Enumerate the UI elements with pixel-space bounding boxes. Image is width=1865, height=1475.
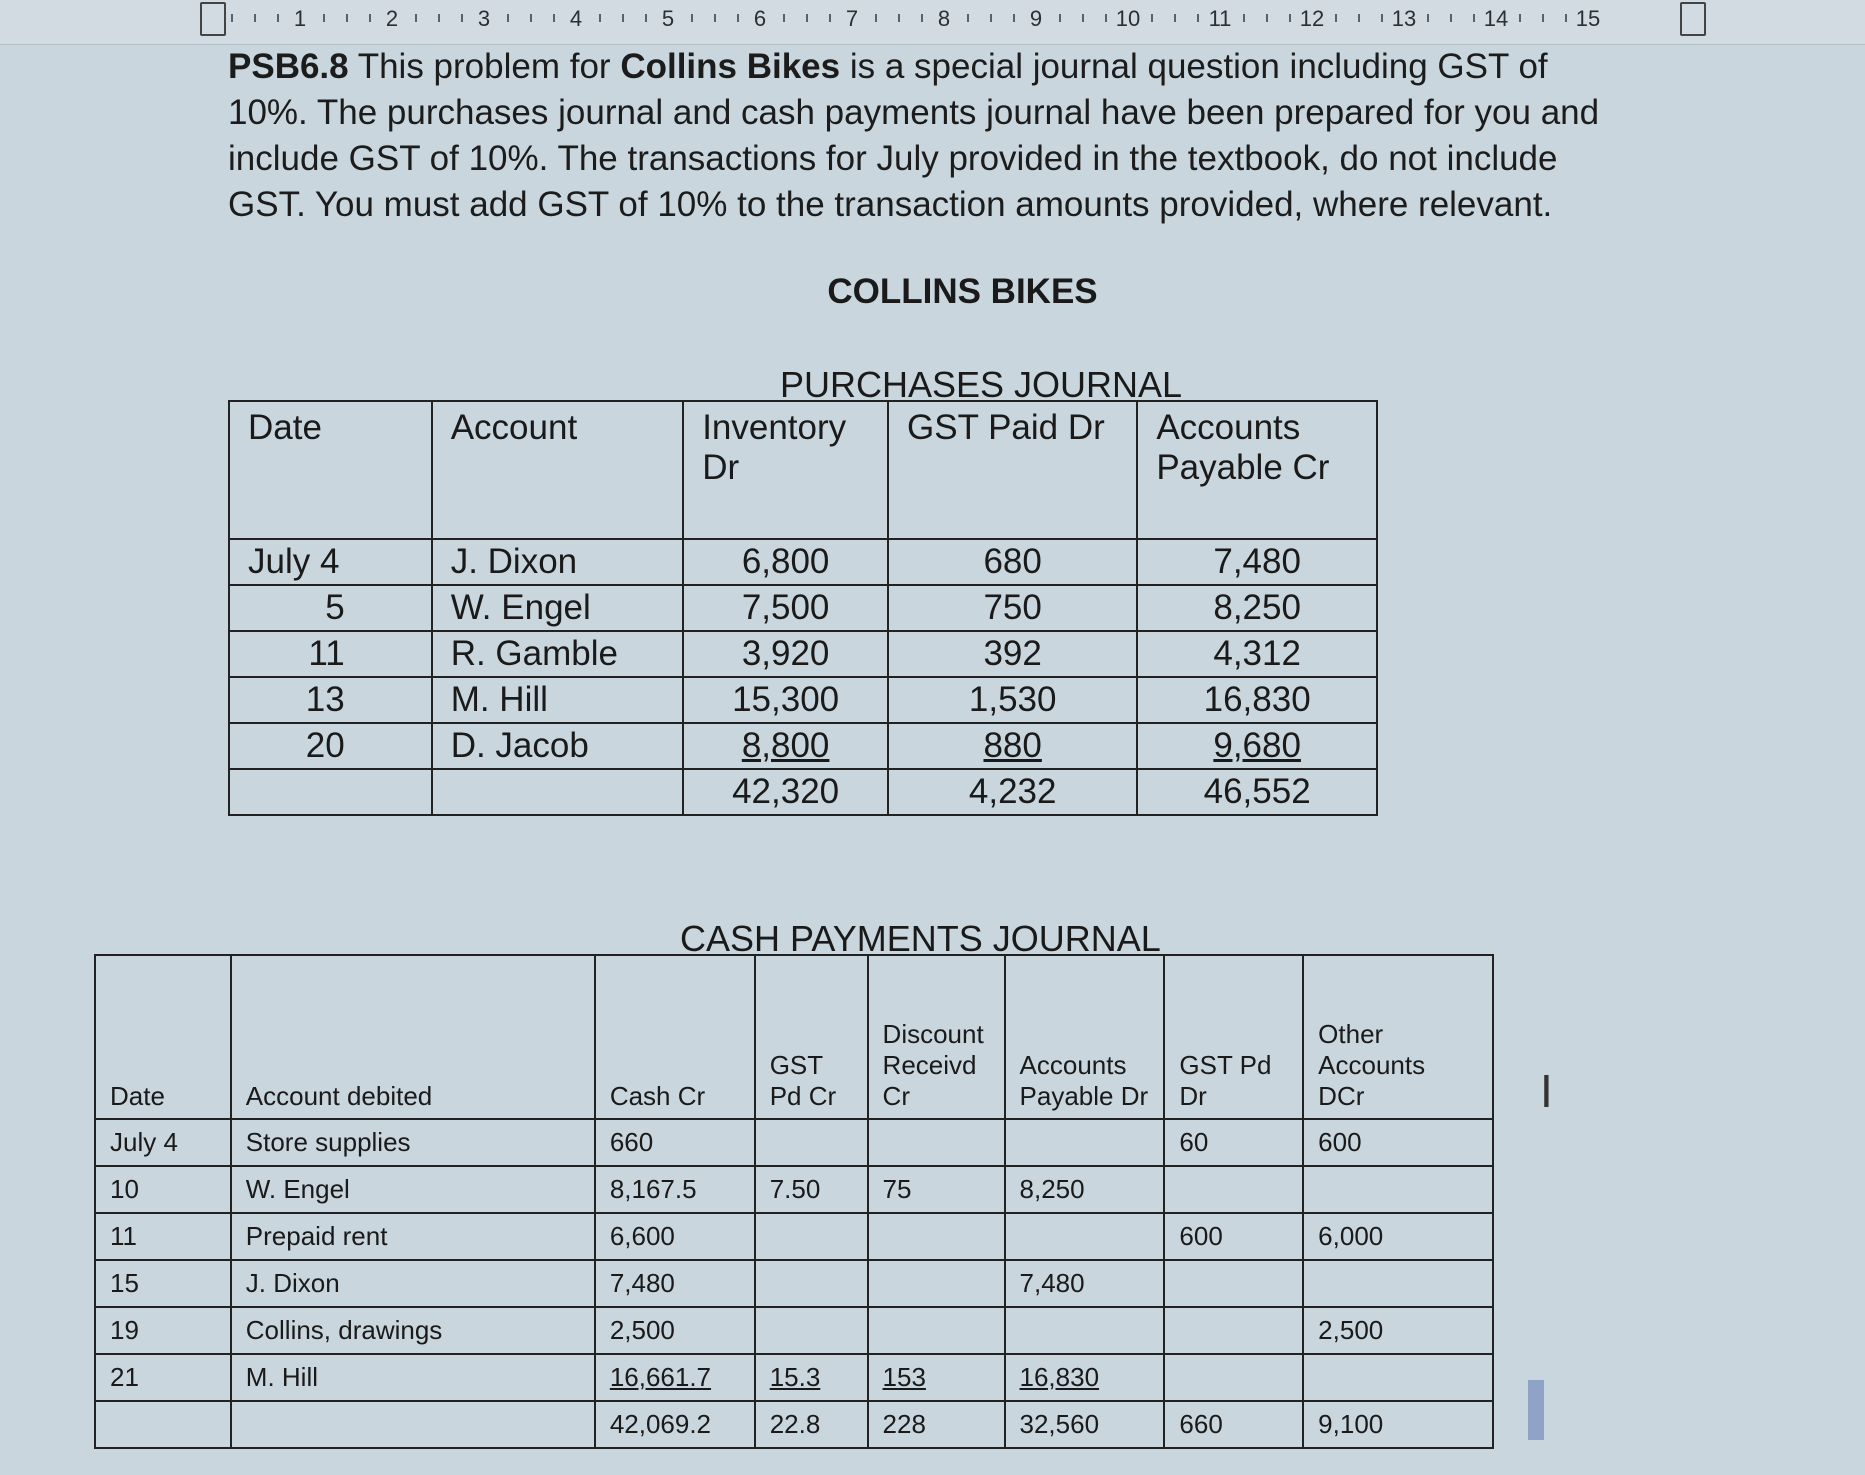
cash-payments-journal-table <box>94 954 1494 1449</box>
pj-header-inventory: Inventory Dr <box>683 401 888 539</box>
ruler-tick <box>553 14 555 22</box>
pj-total-date <box>229 769 432 815</box>
table-row <box>95 1307 1493 1354</box>
ruler-tick <box>1381 14 1383 22</box>
pj-account: R. Gamble <box>432 631 683 677</box>
pj-date: July 4 <box>229 539 432 585</box>
purchases-journal-table <box>228 400 1378 816</box>
cpj-gst-dr <box>1164 1354 1303 1401</box>
ruler-tick <box>783 14 785 22</box>
cpj-other <box>1303 1166 1493 1213</box>
ruler-tick <box>1059 14 1061 22</box>
cash-payments-journal-title: CASH PAYMENTS JOURNAL <box>680 918 1161 959</box>
cpj-gst-dr: 600 <box>1164 1213 1303 1260</box>
indent-marker-icon[interactable] <box>200 2 226 36</box>
ruler-tick <box>1105 14 1107 22</box>
pj-total-account <box>432 769 683 815</box>
pj-ap: 8,250 <box>1137 585 1377 631</box>
ruler-tick <box>1335 14 1337 22</box>
cpj-header-date: Date <box>95 955 231 1119</box>
cpj-date: 19 <box>95 1307 231 1354</box>
pj-date: 5 <box>229 585 432 631</box>
cpj-ap <box>1005 1307 1165 1354</box>
ruler-number: 5 <box>661 6 675 31</box>
ruler-tick <box>1013 14 1015 22</box>
ruler-tick <box>829 14 831 22</box>
pj-header-gst: GST Paid Dr <box>888 401 1137 539</box>
pj-header-account: Account <box>432 401 683 539</box>
purchases-journal-title: PURCHASES JOURNAL <box>780 364 1183 405</box>
pj-header-ap: Accounts Payable Cr <box>1137 401 1377 539</box>
cpj-gst-dr <box>1164 1166 1303 1213</box>
pj-total-ap: 46,552 <box>1137 769 1377 815</box>
ruler-tick <box>1519 14 1521 22</box>
cpj-other <box>1303 1354 1493 1401</box>
cpj-account: Store supplies <box>231 1119 595 1166</box>
cpj-gst-dr <box>1164 1307 1303 1354</box>
table-row <box>229 631 1377 677</box>
pj-account: J. Dixon <box>432 539 683 585</box>
cpj-discount <box>868 1213 1005 1260</box>
pj-date: 20 <box>229 723 432 769</box>
ruler-number: 10 <box>1115 6 1141 31</box>
pj-account: M. Hill <box>432 677 683 723</box>
cpj-other <box>1303 1260 1493 1307</box>
ruler-tick <box>1197 14 1199 22</box>
right-margin-marker-icon[interactable] <box>1680 2 1706 36</box>
cpj-gst-cr <box>755 1307 868 1354</box>
ruler-tick <box>1565 14 1567 22</box>
cpj-gst-dr <box>1164 1260 1303 1307</box>
ruler-tick <box>1174 14 1176 22</box>
ruler <box>0 0 1865 45</box>
cpj-date: 10 <box>95 1166 231 1213</box>
ruler-number: 9 <box>1029 6 1043 31</box>
cpj-totals-row <box>95 1401 1493 1448</box>
cpj-gst-dr-total: 660 <box>1164 1401 1303 1448</box>
pj-ap: 7,480 <box>1137 539 1377 585</box>
ruler-tick <box>1427 14 1429 22</box>
pj-ap: 9,680 <box>1137 723 1377 769</box>
table-row <box>95 1166 1493 1213</box>
ruler-tick <box>1450 14 1452 22</box>
ruler-tick <box>507 14 509 22</box>
cpj-account: Collins, drawings <box>231 1307 595 1354</box>
cpj-account: W. Engel <box>231 1166 595 1213</box>
cpj-date-total <box>95 1401 231 1448</box>
cpj-gst-cr: 15.3 <box>755 1354 868 1401</box>
cpj-header-cash: Cash Cr <box>595 955 755 1119</box>
cpj-account: J. Dixon <box>231 1260 595 1307</box>
cpj-account: M. Hill <box>231 1354 595 1401</box>
ruler-tick <box>806 14 808 22</box>
pj-gst: 392 <box>888 631 1137 677</box>
ruler-tick <box>1266 14 1268 22</box>
ruler-tick <box>1243 14 1245 22</box>
pj-gst: 680 <box>888 539 1137 585</box>
pj-gst: 750 <box>888 585 1137 631</box>
pj-header-row <box>229 401 1377 539</box>
pj-header-date: Date <box>229 401 432 539</box>
table-row <box>229 585 1377 631</box>
ruler-tick <box>346 14 348 22</box>
ruler-tick <box>622 14 624 22</box>
pj-ap: 16,830 <box>1137 677 1377 723</box>
cpj-date: 15 <box>95 1260 231 1307</box>
cpj-cash-total: 42,069.2 <box>595 1401 755 1448</box>
cpj-date: 11 <box>95 1213 231 1260</box>
ruler-tick <box>461 14 463 22</box>
ruler-number: 1 <box>293 6 307 31</box>
company-heading: COLLINS BIKES <box>827 272 1098 311</box>
pj-inventory: 15,300 <box>683 677 888 723</box>
ruler-number: 3 <box>477 6 491 31</box>
cpj-gst-cr: 7.50 <box>755 1166 868 1213</box>
pj-inventory: 8,800 <box>683 723 888 769</box>
intro-company: Collins Bikes <box>620 47 841 86</box>
pj-gst: 880 <box>888 723 1137 769</box>
cpj-discount <box>868 1260 1005 1307</box>
pj-date: 11 <box>229 631 432 677</box>
pj-inventory: 6,800 <box>683 539 888 585</box>
cpj-account: Prepaid rent <box>231 1213 595 1260</box>
ruler-tick <box>1542 14 1544 22</box>
cpj-ap <box>1005 1119 1165 1166</box>
cpj-header-ap: Accounts Payable Dr <box>1005 955 1165 1119</box>
ruler-tick <box>277 14 279 22</box>
pj-ap: 4,312 <box>1137 631 1377 677</box>
cpj-header-row <box>95 955 1493 1119</box>
cpj-cash: 8,167.5 <box>595 1166 755 1213</box>
cpj-header-account: Account debited <box>231 955 595 1119</box>
ruler-tick <box>323 14 325 22</box>
intro-text-2: is a special journal question including GST of 10%. The purchases journal and cash payments journal have been prepared for you and include GST of 10%. The transactions for July provided in the textbook, do not include GST. You must add GST of 10% to the transaction amounts provided, where relevant. <box>228 47 1600 224</box>
cpj-ap-total: 32,560 <box>1005 1401 1165 1448</box>
cpj-cash: 660 <box>595 1119 755 1166</box>
cpj-other: 2,500 <box>1303 1307 1493 1354</box>
ruler-number: 7 <box>845 6 859 31</box>
table-row <box>229 677 1377 723</box>
cpj-gst-cr <box>755 1213 868 1260</box>
cpj-gst-cr <box>755 1119 868 1166</box>
cpj-account-total <box>231 1401 595 1448</box>
cpj-other: 600 <box>1303 1119 1493 1166</box>
ruler-tick <box>737 14 739 22</box>
ruler-tick <box>645 14 647 22</box>
cpj-cash: 16,661.7 <box>595 1354 755 1401</box>
pj-total-inventory: 42,320 <box>683 769 888 815</box>
intro-paragraph <box>228 44 1608 228</box>
table-row <box>229 539 1377 585</box>
ruler-tick <box>921 14 923 22</box>
pj-inventory: 3,920 <box>683 631 888 677</box>
pj-totals-row <box>229 769 1377 815</box>
ruler-tick <box>1151 14 1153 22</box>
table-row <box>229 723 1377 769</box>
table-row <box>95 1119 1493 1166</box>
text-cursor-icon: I <box>1540 1065 1553 1117</box>
cpj-gst-cr <box>755 1260 868 1307</box>
ruler-tick <box>875 14 877 22</box>
cpj-ap <box>1005 1213 1165 1260</box>
ruler-tick <box>438 14 440 22</box>
cpj-ap: 8,250 <box>1005 1166 1165 1213</box>
cpj-header-gst-cr: GST Pd Cr <box>755 955 868 1119</box>
pj-gst: 1,530 <box>888 677 1137 723</box>
cpj-discount <box>868 1307 1005 1354</box>
cpj-discount: 75 <box>868 1166 1005 1213</box>
scrollbar-thumb[interactable] <box>1528 1380 1544 1440</box>
pj-inventory: 7,500 <box>683 585 888 631</box>
ruler-number: 2 <box>385 6 399 31</box>
cpj-discount: 153 <box>868 1354 1005 1401</box>
ruler-tick <box>714 14 716 22</box>
table-row <box>95 1260 1493 1307</box>
problem-code: PSB6.8 <box>228 47 349 86</box>
cpj-cash: 6,600 <box>595 1213 755 1260</box>
cpj-discount-total: 228 <box>868 1401 1005 1448</box>
ruler-tick <box>691 14 693 22</box>
pj-total-gst: 4,232 <box>888 769 1137 815</box>
ruler-tick <box>967 14 969 22</box>
intro-text-1: This problem for <box>348 47 621 86</box>
cpj-other-total: 9,100 <box>1303 1401 1493 1448</box>
ruler-tick <box>1358 14 1360 22</box>
ruler-tick <box>1473 14 1475 22</box>
ruler-tick <box>898 14 900 22</box>
ruler-number: 12 <box>1299 6 1325 31</box>
cpj-header-discount: Discount Receivd Cr <box>868 955 1005 1119</box>
ruler-tick <box>1082 14 1084 22</box>
pj-account: D. Jacob <box>432 723 683 769</box>
cpj-header-gst-dr: GST Pd Dr <box>1164 955 1303 1119</box>
pj-date: 13 <box>229 677 432 723</box>
cpj-header-other: Other Accounts DCr <box>1303 955 1493 1119</box>
cpj-gst-dr: 60 <box>1164 1119 1303 1166</box>
ruler-number: 13 <box>1391 6 1417 31</box>
cpj-gst-cr-total: 22.8 <box>755 1401 868 1448</box>
ruler-tick <box>231 14 233 22</box>
ruler-number: 14 <box>1483 6 1509 31</box>
ruler-tick <box>599 14 601 22</box>
cpj-cash: 7,480 <box>595 1260 755 1307</box>
cpj-date: July 4 <box>95 1119 231 1166</box>
ruler-number: 11 <box>1208 6 1232 31</box>
ruler-number: 8 <box>937 6 951 31</box>
ruler-tick <box>254 14 256 22</box>
ruler-number: 15 <box>1575 6 1601 31</box>
ruler-tick <box>415 14 417 22</box>
cpj-ap: 7,480 <box>1005 1260 1165 1307</box>
pj-account: W. Engel <box>432 585 683 631</box>
ruler-tick <box>530 14 532 22</box>
cpj-cash: 2,500 <box>595 1307 755 1354</box>
cpj-date: 21 <box>95 1354 231 1401</box>
cpj-ap: 16,830 <box>1005 1354 1165 1401</box>
cpj-other: 6,000 <box>1303 1213 1493 1260</box>
ruler-number: 6 <box>753 6 767 31</box>
ruler-tick <box>369 14 371 22</box>
cpj-discount <box>868 1119 1005 1166</box>
ruler-number: 4 <box>569 6 583 31</box>
ruler-tick <box>990 14 992 22</box>
table-row <box>95 1354 1493 1401</box>
ruler-tick <box>1289 14 1291 22</box>
table-row <box>95 1213 1493 1260</box>
